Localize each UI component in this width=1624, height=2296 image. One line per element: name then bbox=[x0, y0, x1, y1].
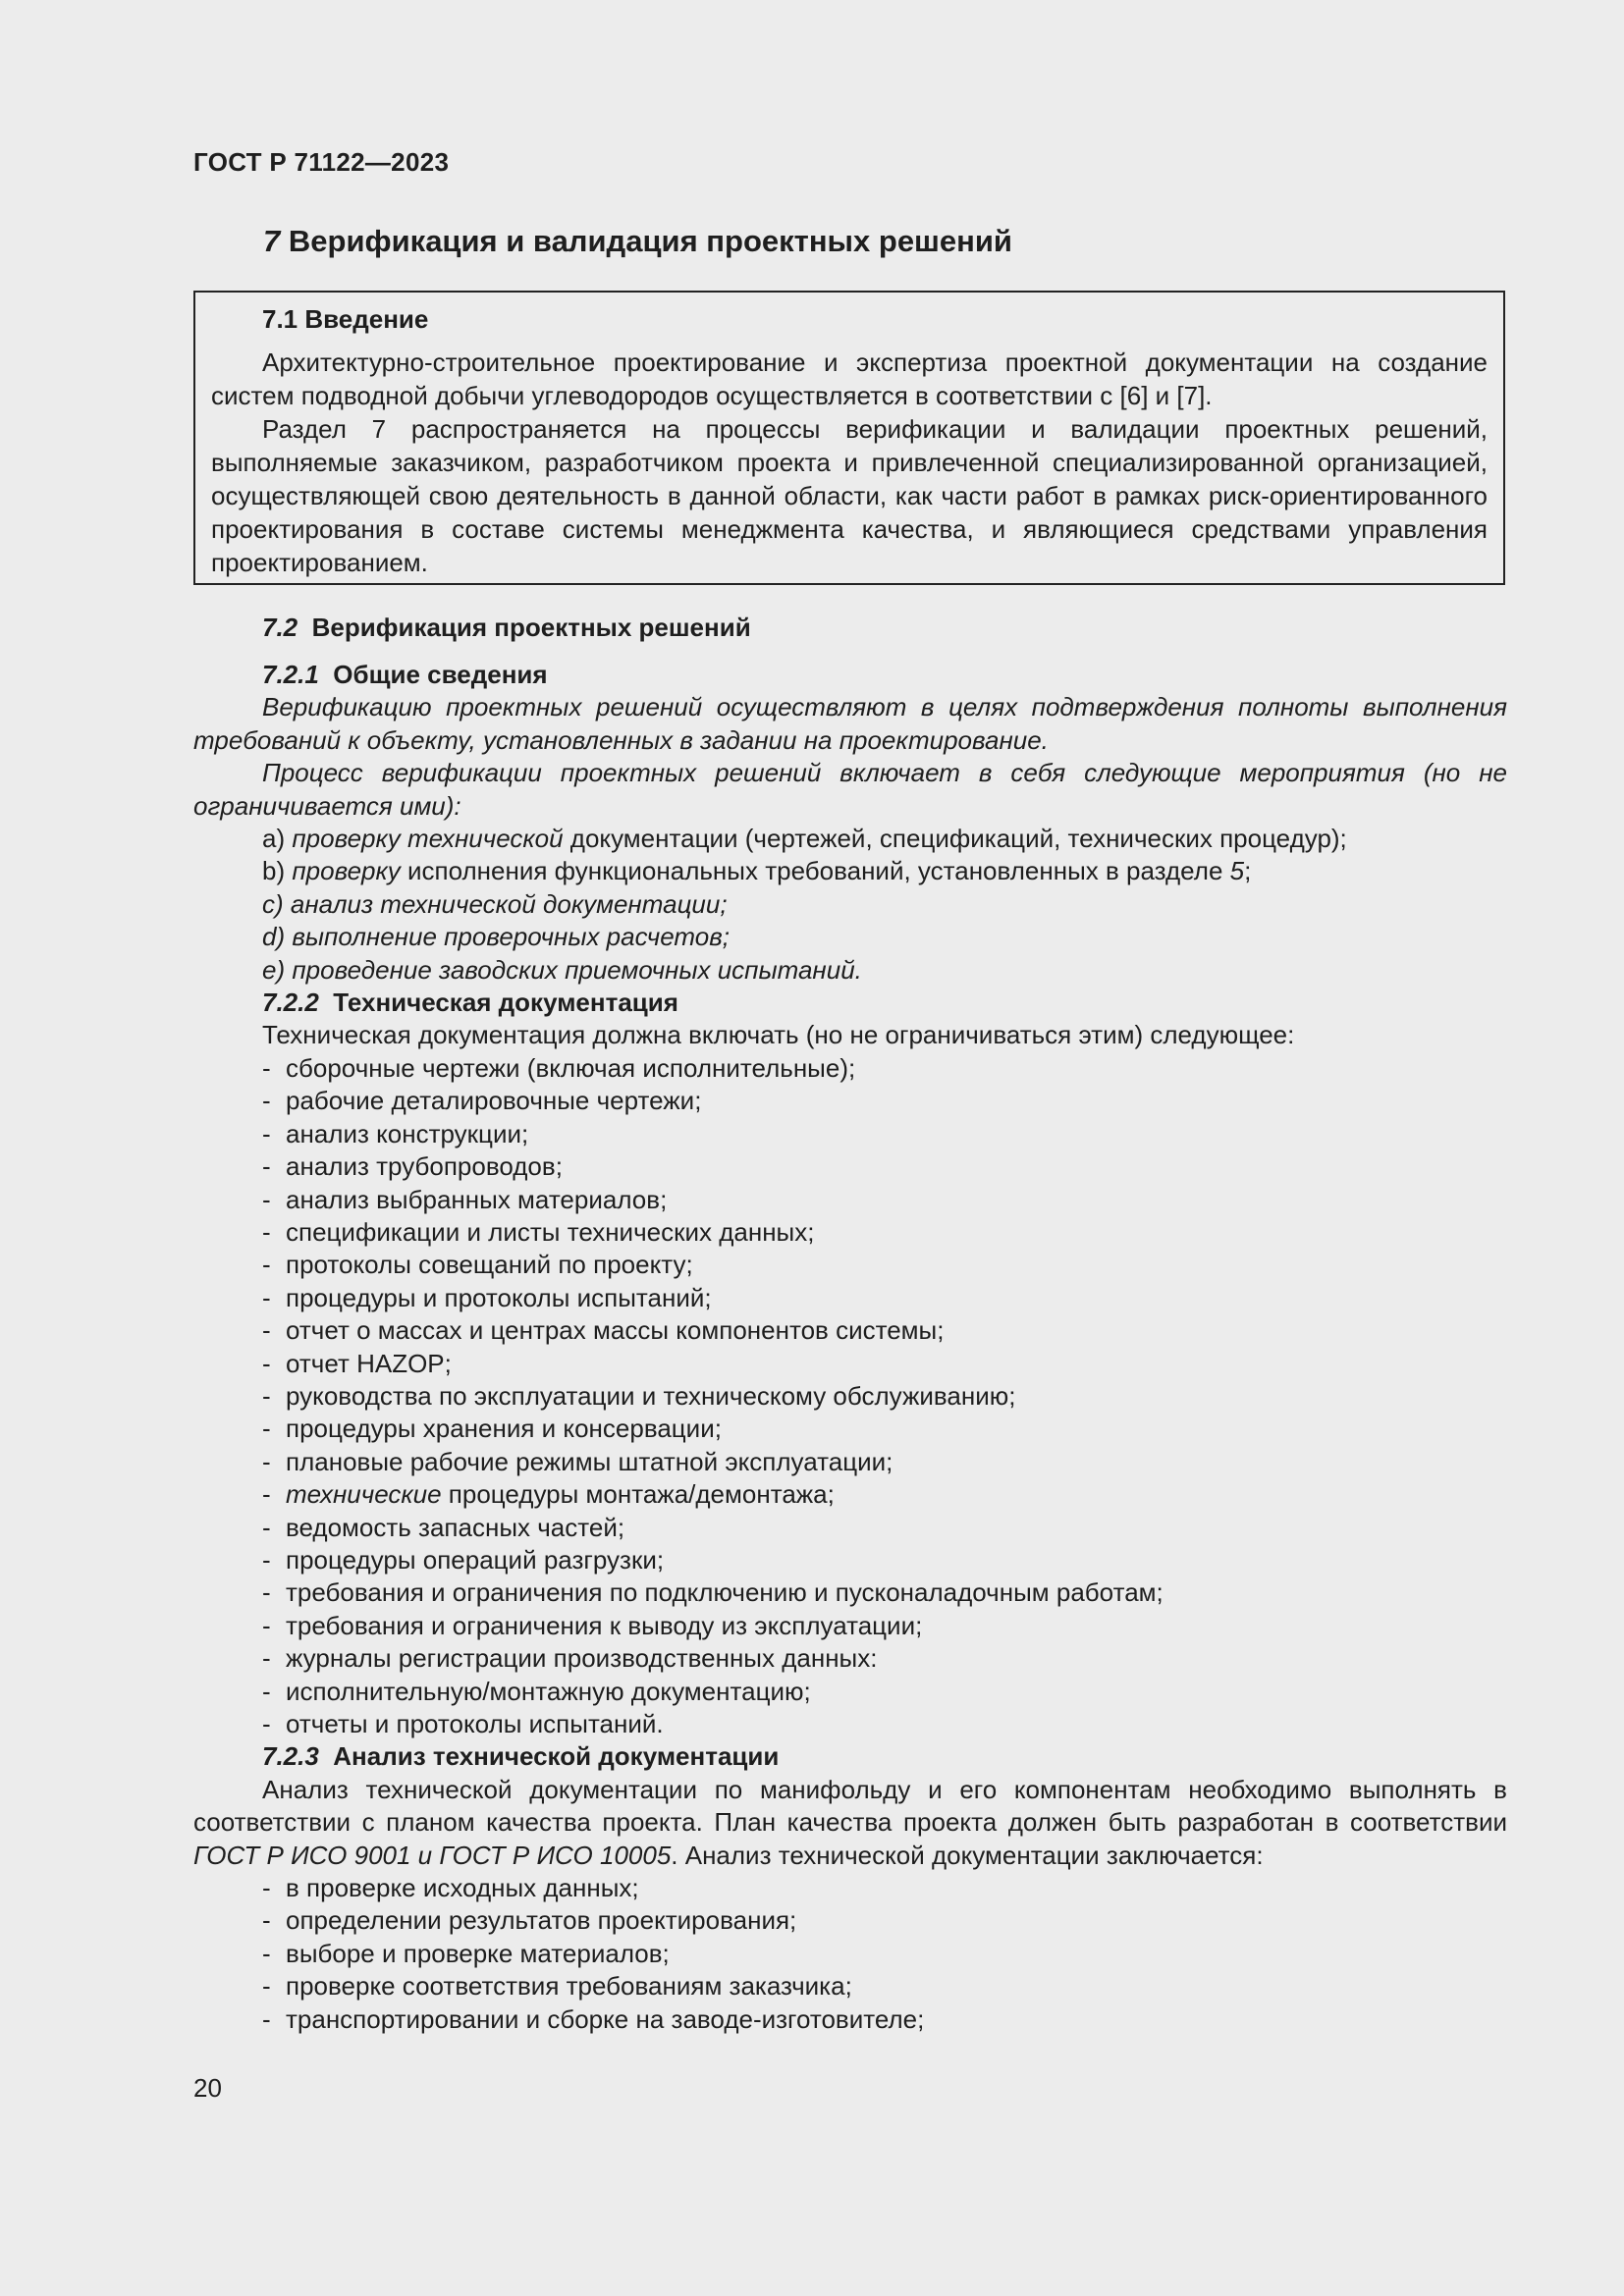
list-item: - отчет о массах и центрах массы компонентов системы; bbox=[262, 1315, 945, 1346]
list-text: отчет о массах и центрах массы компонентов системы; bbox=[286, 1315, 945, 1346]
list-text: анализ конструкции; bbox=[286, 1118, 529, 1148]
intro-paragraph-2: Раздел 7 распространяется на процессы верификации и валидации проектных решений, выполняемые заказчиком, разработчиком проекта и привлеченной специализированной организацией, осуществляющей свою деятельность в данной области, как части работ в рамках риск-ориентированного проектирования в составе системы менеджмента качества, и являющиеся средствами управления проектированием. bbox=[211, 414, 1488, 577]
section-reference: 5 bbox=[1229, 856, 1245, 886]
tech-docs-list bbox=[193, 1052, 1507, 1741]
section-title bbox=[263, 224, 1012, 259]
list-item: - транспортировании и сборке на заводе-изготовителе; bbox=[262, 2003, 925, 2034]
subsection-number: 7.2.2 bbox=[262, 988, 319, 1018]
list-item: - в проверке исходных данных; bbox=[262, 1873, 639, 1903]
list-item: - проверке соответствия требованиям заказчика; bbox=[262, 1971, 852, 2002]
subsection-title: Анализ технической документации bbox=[333, 1741, 780, 1772]
list-item: - требования и ограничения к выводу из эксплуатации; bbox=[262, 1610, 923, 1640]
list-text: документации (чертежей, спецификаций, технических процедур); bbox=[563, 824, 1347, 854]
subsection-number: 7.2 bbox=[262, 613, 298, 642]
list-item: - анализ конструкции; bbox=[262, 1118, 529, 1148]
list-item bbox=[262, 823, 1507, 855]
paragraph bbox=[193, 1774, 1507, 1872]
paragraph-text: Анализ технической документации по манифольду и его компонентам необходимо выполнять в соответствии с планом качества проекта. План качества проекта должен быть разработан в соответствии bbox=[193, 1774, 1507, 1838]
list-text: плановые рабочие режимы штатной эксплуатации; bbox=[286, 1446, 893, 1476]
subsection-title: Техническая документация bbox=[333, 988, 678, 1018]
list-item: - плановые рабочие режимы штатной эксплуатации; bbox=[262, 1446, 893, 1476]
paragraph-text-end: . Анализ технической документации заключается: bbox=[671, 1840, 1264, 1870]
document-code: ГОСТ Р 71122—2023 bbox=[193, 147, 450, 177]
list-text: процедуры операций разгрузки; bbox=[286, 1544, 665, 1575]
list-item: - выборе и проверке материалов; bbox=[262, 1938, 670, 1968]
list-item: - журналы регистрации производственных данных: bbox=[262, 1643, 878, 1674]
list-text: проверке соответствия требованиям заказчика; bbox=[286, 1971, 852, 2002]
paragraph: Верификацию проектных решений осуществляют в целях подтверждения полноты выполнения требований к объекту, установленных в задании на проектирование. bbox=[193, 692, 1507, 755]
subsection-title: Верификация проектных решений bbox=[311, 613, 751, 642]
list-text: сборочные чертежи (включая исполнительные); bbox=[286, 1052, 856, 1083]
list-text: журналы регистрации производственных данных: bbox=[286, 1643, 878, 1674]
list-item: - исполнительную/монтажную документацию; bbox=[262, 1676, 811, 1706]
list-text-italic: проверку технической bbox=[292, 824, 564, 854]
list-item: - отчеты и протоколы испытаний. bbox=[262, 1709, 664, 1738]
standards-reference: ГОСТ Р ИСО 9001 и ГОСТ Р ИСО 10005 bbox=[193, 1840, 672, 1870]
list-text: исполнительную/монтажную документацию; bbox=[286, 1676, 811, 1706]
list-text-end: ; bbox=[1244, 856, 1252, 886]
list-item: - требования и ограничения по подключению и пусконаладочным работам; bbox=[262, 1577, 1164, 1608]
list-label: а) bbox=[262, 824, 286, 854]
subsection-7-2-1-heading bbox=[262, 659, 1507, 691]
list-intro: Техническая документация должна включать (но не ограничиваться этим) следующее: bbox=[262, 1020, 1295, 1050]
subsection-7-2-3-heading bbox=[262, 1740, 1507, 1773]
list-item: - протоколы совещаний по проекту; bbox=[262, 1250, 693, 1280]
list-item: - рабочие деталировочные чертежи; bbox=[262, 1086, 702, 1116]
list-item: - процедуры и протоколы испытаний; bbox=[262, 1282, 712, 1312]
list-text-italic: проверку bbox=[292, 856, 401, 886]
subsection-7-2-2-heading bbox=[262, 987, 1507, 1019]
section-number: 7 bbox=[263, 224, 281, 258]
list-text: ведомость запасных частей; bbox=[286, 1512, 625, 1542]
list-text: процедуры хранения и консервации; bbox=[286, 1414, 722, 1444]
list-text: руководства по эксплуатации и техническому обслуживанию; bbox=[286, 1380, 1016, 1411]
list-item: d) выполнение проверочных расчетов; bbox=[262, 922, 730, 952]
list-text: протоколы совещаний по проекту; bbox=[286, 1250, 693, 1280]
paragraph: Процесс верификации проектных решений включает в себя следующие мероприятия (но не ограничивается ими): bbox=[193, 758, 1507, 821]
list-text: определении результатов проектирования; bbox=[286, 1905, 797, 1936]
list-item: - определении результатов проектирования; bbox=[262, 1905, 797, 1936]
list-item: - руководства по эксплуатации и техническому обслуживанию; bbox=[262, 1380, 1016, 1411]
list-text: процедуры монтажа/демонтажа; bbox=[441, 1479, 835, 1510]
subsection-number: 7.2.3 bbox=[262, 1741, 319, 1772]
list-item: - анализ трубопроводов; bbox=[262, 1151, 563, 1182]
list-item: c) анализ технической документации; bbox=[262, 888, 728, 919]
analysis-list bbox=[193, 1872, 1507, 2036]
subsection-title: Общие сведения bbox=[333, 660, 548, 689]
list-label: b) bbox=[262, 856, 286, 886]
list-text-italic: технические bbox=[286, 1479, 442, 1510]
list-item: - ведомость запасных частей; bbox=[262, 1512, 625, 1542]
list-text: требования и ограничения по подключению и пусконаладочным работам; bbox=[286, 1577, 1164, 1608]
list-text: исполнения функциональных требований, установленных в разделе bbox=[400, 856, 1230, 886]
page-number: 20 bbox=[193, 2073, 222, 2103]
list-item bbox=[262, 855, 1507, 887]
list-text: рабочие деталировочные чертежи; bbox=[286, 1086, 702, 1116]
list-item: - анализ выбранных материалов; bbox=[262, 1184, 668, 1214]
intro-paragraph-1: Архитектурно-строительное проектирование и экспертиза проектной документации на создание систем подводной добычи углеводородов осуществляется в соответствии с [6] и [7]. bbox=[211, 347, 1488, 410]
subsection-7-2-heading bbox=[262, 611, 1507, 644]
list-item: - отчет HAZOP; bbox=[262, 1348, 452, 1378]
list-text: отчет HAZOP; bbox=[286, 1348, 452, 1378]
list-text: в проверке исходных данных; bbox=[286, 1873, 639, 1903]
body-text bbox=[193, 611, 1507, 2036]
list-text: требования и ограничения к выводу из эксплуатации; bbox=[286, 1610, 923, 1640]
intro-heading: 7.1 Введение bbox=[262, 304, 429, 334]
list-text: анализ выбранных материалов; bbox=[286, 1184, 668, 1214]
list-text: отчеты и протоколы испытаний. bbox=[286, 1709, 664, 1738]
list-text: процедуры и протоколы испытаний; bbox=[286, 1282, 712, 1312]
list-item: - технические процедуры монтажа/демонтажа; bbox=[262, 1479, 835, 1510]
list-item: e) проведение заводских приемочных испытаний. bbox=[262, 954, 862, 985]
list-text: спецификации и листы технических данных; bbox=[286, 1216, 815, 1247]
list-item: - процедуры хранения и консервации; bbox=[262, 1414, 722, 1444]
list-item: - спецификации и листы технических данных; bbox=[262, 1216, 815, 1247]
list-text: транспортировании и сборке на заводе-изготовителе; bbox=[286, 2003, 925, 2034]
intro-box bbox=[193, 291, 1505, 585]
list-item: - процедуры операций разгрузки; bbox=[262, 1544, 665, 1575]
list-item: - сборочные чертежи (включая исполнительные); bbox=[262, 1052, 856, 1083]
subsection-number: 7.2.1 bbox=[262, 660, 319, 689]
section-title-text: Верификация и валидация проектных решений bbox=[288, 224, 1012, 258]
list-text: анализ трубопроводов; bbox=[286, 1151, 563, 1182]
list-text: выборе и проверке материалов; bbox=[286, 1938, 670, 1968]
